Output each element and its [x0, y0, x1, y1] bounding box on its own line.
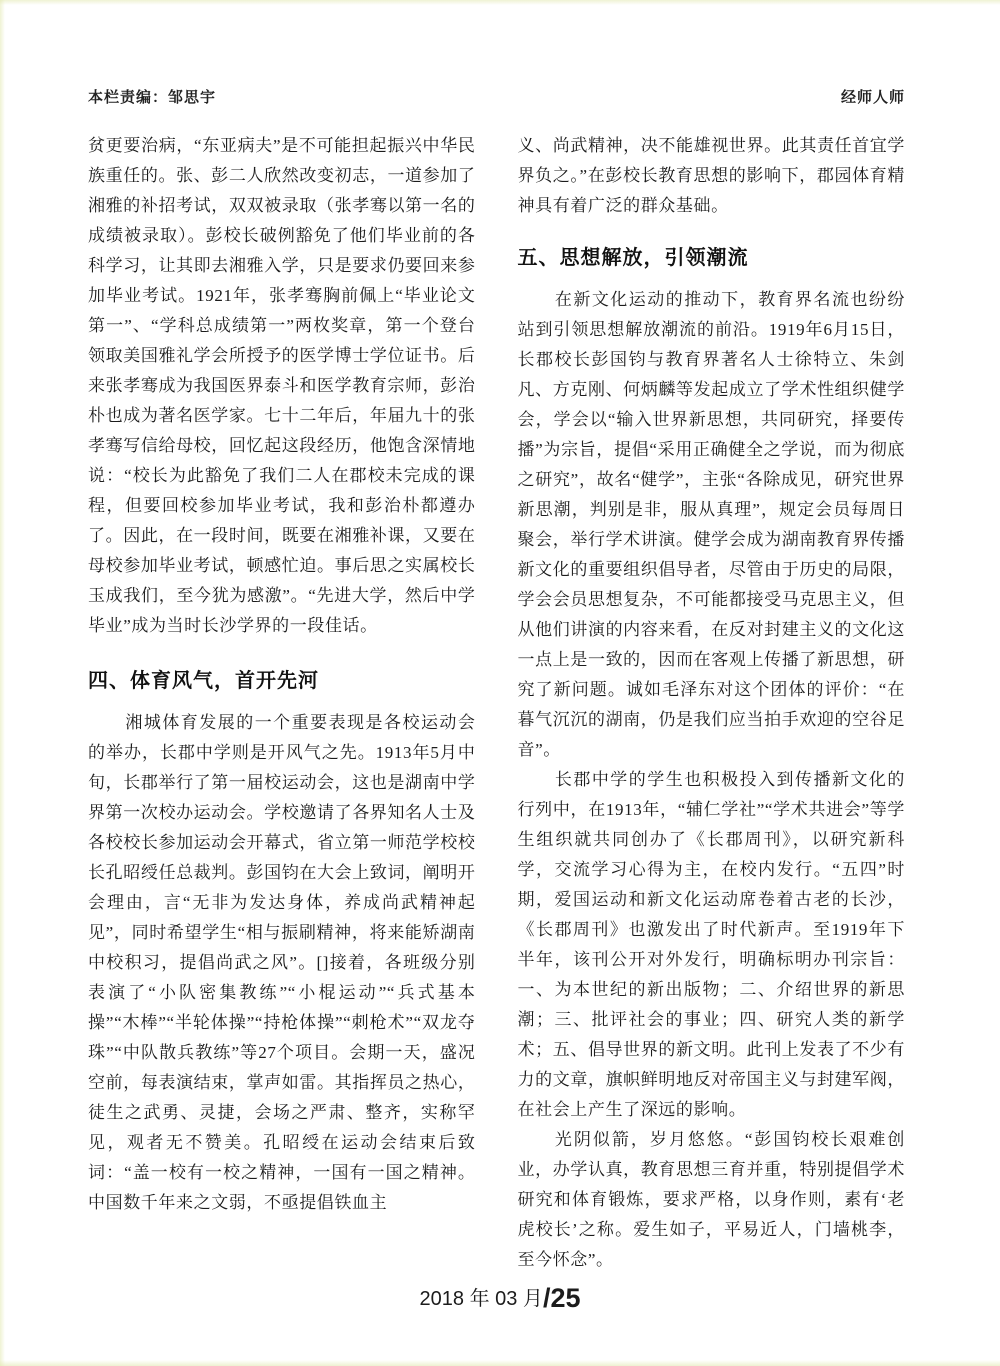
- paragraph-continuation-right: 义、尚武精神，决不能雄视世界。此其责任首宜学界负之。”在彭校长教育思想的影响下，郡园体育精神具有着广泛的群众基础。: [517, 136, 905, 215]
- footer-date: 2018 年 03 月: [419, 1288, 543, 1310]
- column-title: 经师人师: [840, 89, 905, 106]
- left-column: [88, 131, 476, 1275]
- section-heading-5: 五、思想解放，引领潮流: [517, 247, 749, 269]
- section-heading-4: 四、体育风气，首开先河: [88, 670, 319, 692]
- paragraph-section-5-3: 光阴似箭，岁月悠悠。“彭国钧校长艰难创业，办学认真，教育思想三育并重，特别提倡学术研究和体育锻炼，要求严格，以身作则，素有‘老虎校长’之称。爱生如子，平易近人，门墙桃李，至今怀念”。: [517, 1130, 905, 1269]
- scan-edge-top: [0, 0, 1000, 5]
- paragraph-section-5-1: 在新文化运动的推动下，教育界名流也纷纷站到引领思想解放潮流的前沿。1919年6月15日，长郡校长彭国钧与教育界著名人士徐特立、朱剑凡、方克刚、何炳麟等发起成立了学术性组织健学会，学会以“输入世界新思想，共同研究，择要传播”为宗旨，提倡“采用正确健全之学说，而为彻底之研究”，故名“健学”，主张“各除成见，研究世界新思潮，判别是非，服从真理”，规定会员每周日聚会，举行学术讲演。健学会成为湖南教育界传播新文化的重要组织倡导者，尽管由于历史的局限，学会会员思想复杂，不可能都接受马克思主义，但从他们讲演的内容来看，在反对封建主义的文化这一点上是一致的，因而在客观上传播了新思想，研究了新问题。诚如毛泽东对这个团体的评价：“在暮气沉沉的湖南，仍是我们应当拍手欢迎的空谷足音”。: [517, 290, 905, 759]
- right-column: [518, 131, 906, 1275]
- paragraph-continuation-left: 贫更要治病，“东亚病夫”是不可能担起振兴中华民族重任的。张、彭二人欣然改变初志，一道参加了湘雅的补招考试，双双被录取（张孝骞以第一名的成绩被录取）。彭校长破例豁免了他们毕业前的各科学习，让其即去湘雅入学，只是要求仍要回来参加毕业考试。1921年，张孝骞胸前佩上“毕业论文第一”、“学科总成绩第一”两枚奖章，第一个登台领取美国雅礼学会所授予的医学博士学位证书。后来张孝骞成为我国医界泰斗和医学教育宗师，彭治朴也成为著名医学家。七十二年后，年届九十的张孝骞写信给母校，回忆起这段经历，他饱含深情地说：“校长为此豁免了我们二人在郡校未完成的课程，但要回校参加毕业考试，我和彭治朴都遵办了。因此，在一段时间，既要在湘雅补课，又要在母校参加毕业考试，顿感忙迫。事后思之实属校长玉成我们，至今犹为感激”。“先进大学，然后中学毕业”成为当时长沙学界的一段佳话。: [88, 136, 476, 635]
- scan-edge-left: [0, 0, 5, 1366]
- paragraph-section-4: 湘城体育发展的一个重要表现是各校运动会的举办，长郡中学则是开风气之先。1913年5月中旬，长郡举行了第一届校运动会，这也是湖南中学界第一次校办运动会。学校邀请了各界知名人士及各校校长参加运动会开幕式，省立第一师范学校校长孔昭绶任总裁判。彭国钧在大会上致词，阐明开会理由，言“无非为发达身体，养成尚武精神起见”，同时希望学生“相与振刷精神，将来能矫湖南中校积习，提倡尚武之风”。[]接着，各班级分别表演了“小队密集教练”“小棍运动”“兵式基本操”“木棒”“半轮体操”“持枪体操”“刺枪术”“双龙夺珠”“中队散兵教练”等27个项目。会期一天，盛况空前，每表演结束，掌声如雷。其指挥员之热心，徒生之武勇、灵捷，会场之严肃、整齐，实称罕见，观者无不赞美。孔昭绶在运动会结束后致词：“盖一校有一校之精神，一国有一国之精神。中国数千年来之文弱，不亟提倡铁血主: [88, 713, 476, 1212]
- article-body: [88, 131, 905, 1275]
- footer-page-number: /25: [542, 1283, 581, 1313]
- scan-edge-bottom: [0, 1360, 1000, 1366]
- editor-credit: 本栏责编：邹思宇: [88, 89, 217, 106]
- page-footer: [0, 1282, 1000, 1314]
- paragraph-section-5-2: 长郡中学的学生也积极投入到传播新文化的行列中，在1913年，“辅仁学社”“学术共进会”等学生组织就共同创办了《长郡周刊》，以研究新科学，交流学习心得为主，在校内发行。“五四”时期，爱国运动和新文化运动席卷着古老的长沙，《长郡周刊》也激发出了时代新声。至1919年下半年，该刊公开对外发行，明确标明办刊宗旨：一、为本世纪的新出版物；二、介绍世界的新思潮；三、批评社会的事业；四、研究人类的新学术；五、倡导世界的新文明。此刊上发表了不少有力的文章，旗帜鲜明地反对帝国主义与封建军阀，在社会上产生了深远的影响。: [517, 770, 905, 1119]
- page-header: [88, 86, 905, 107]
